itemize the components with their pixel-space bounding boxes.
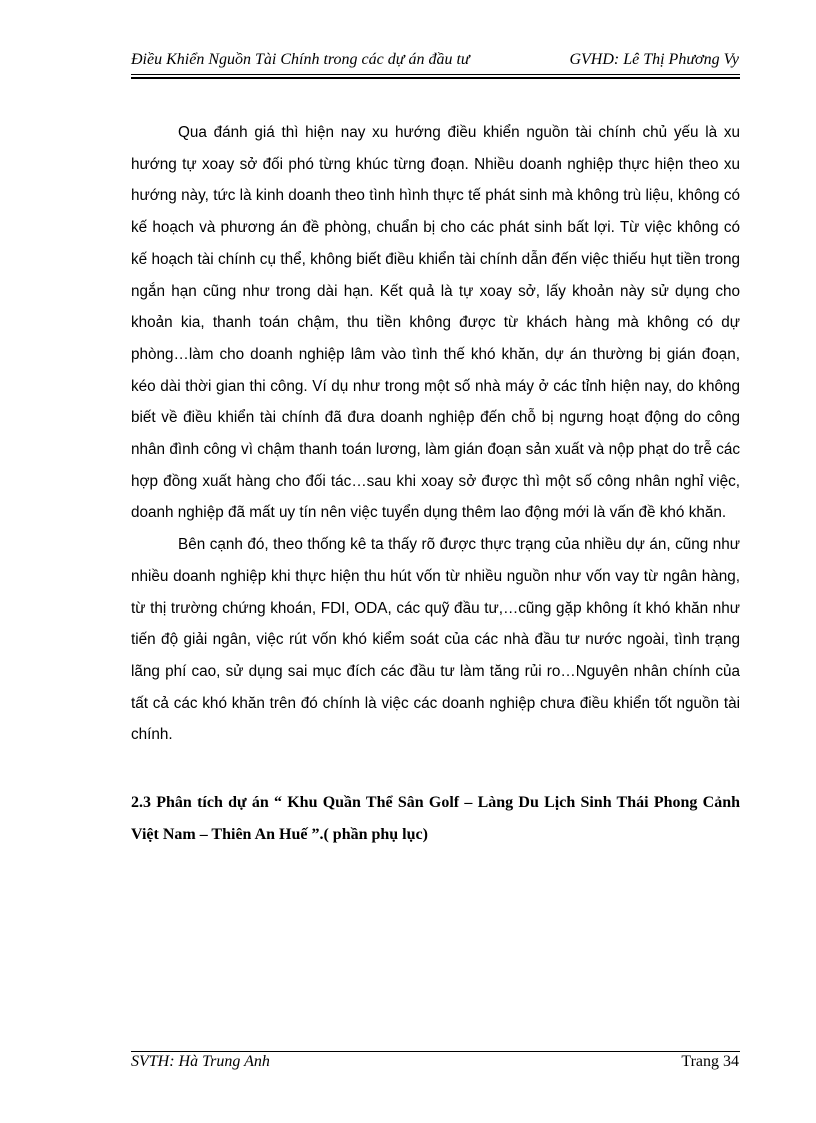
body-text [131,117,740,751]
header-rule-thin [131,74,740,75]
section-heading: 2.3 Phân tích dự án “ Khu Quần Thể Sân Golf – Làng Du Lịch Sinh Thái Phong Cảnh Việt Nam – Thiên An Huế ”.( phần phụ lục) [131,794,740,843]
page-header [131,51,739,75]
header-title: Điều Khiển Nguồn Tài Chính trong các dự án đầu tư [131,51,470,68]
paragraph-1: Qua đánh giá thì hiện nay xu hướng điều khiển nguồn tài chính chủ yếu là xu hướng tự xoay sở đối phó từng khúc từng đoạn. Nhiều doanh nghiệp thực hiện theo xu hướng này, tức là kinh doanh theo tình hình thực tế phát sinh mà không trù liệu, không có kế hoạch và phương án đề phòng, chuẩn bị cho các phát sinh bất lợi. Từ việc không có kế hoạch tài chính cụ thể, không biết điều khiển tài chính dẫn đến việc thiếu hụt tiền trong ngắn hạn cũng như trong dài hạn. Kết quả là tự xoay sở, lấy khoản này sử dụng cho khoản kia, thanh toán chậm, thu tiền không được từ khách hàng mà không có dự phòng…làm cho doanh nghiệp lâm vào tình thế khó khăn, dự án thường bị gián đoạn, kéo dài thời gian thi công. Ví dụ như trong một số nhà máy ở các tỉnh hiện nay, do không biết về điều khiển tài chính đã đưa doanh nghiệp đến chỗ bị ngưng hoạt động do công nhân đình công vì chậm thanh toán lương, làm gián đoạn sản xuất và nộp phạt do trễ các hợp đồng xuất hàng cho đối tác…sau khi xoay sở được thì một số công nhân nghỉ việc, doanh nghiệp đã mất uy tín nên việc tuyển dụng thêm lao động mới là vấn đề khó khăn. [131,124,740,522]
footer-student: SVTH: Hà Trung Anh [131,1053,270,1070]
footer-rule [131,1051,740,1052]
page-footer [131,1053,739,1077]
footer-page-number: Trang 34 [681,1053,739,1070]
paragraph-2: Bên cạnh đó, theo thống kê ta thấy rõ được thực trạng của nhiều dự án, cũng như nhiều doanh nghiệp khi thực hiện thu hút vốn từ nhiều nguồn như vốn vay từ ngân hàng, từ thị trường chứng khoán, FDI, ODA, các quỹ đầu tư,…cũng gặp không ít khó khăn như tiến độ giải ngân, việc rút vốn khó kiểm soát của các nhà đầu tư nước ngoài, tình trạng lãng phí cao, sử dụng sai mục đích các đầu tư làm tăng rủi ro…Nguyên nhân chính của tất cả các khó khăn trên đó chính là việc các doanh nghiệp chưa điều khiển tốt nguồn tài chính. [131,536,740,744]
header-rule-thick [131,77,740,79]
header-advisor: GVHD: Lê Thị Phương Vy [569,51,739,68]
